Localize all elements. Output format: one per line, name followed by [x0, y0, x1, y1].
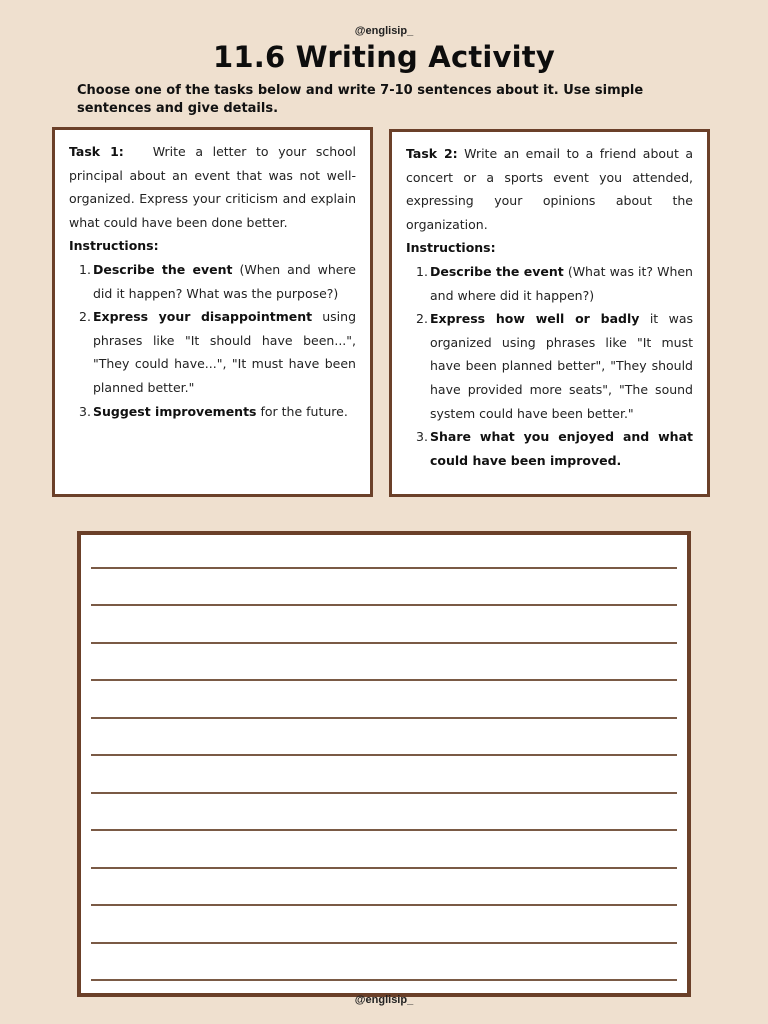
- writing-area[interactable]: [77, 531, 691, 997]
- task-2-step: [406, 260, 693, 307]
- task-2-step: [406, 425, 693, 472]
- task-1-box: [52, 127, 373, 497]
- footer-handle: @englisip_: [354, 994, 414, 1006]
- step-text: it was organized using phrases like "It must have been planned better", "They should have provided more seats", "The sound system could have been better.": [430, 311, 694, 421]
- header-handle: @englisip_: [354, 25, 414, 37]
- task-2-steps: [406, 260, 693, 472]
- task-1-label: Task 1:: [69, 144, 124, 159]
- step-bold: Suggest improvements: [93, 403, 257, 419]
- writing-line[interactable]: [91, 792, 677, 794]
- task-2-description: [406, 142, 693, 236]
- step-number: 3.: [416, 429, 428, 445]
- writing-line[interactable]: [91, 904, 677, 906]
- task-1-text: Write a letter to your school principal about an event that was not well-organized. Express your criticism and explain what could have been done better.: [69, 144, 356, 230]
- step-number: 1.: [79, 261, 91, 277]
- task-1-description: [69, 140, 356, 234]
- step-text: (When and where did it happen? What was the purpose?): [93, 261, 356, 301]
- writing-line[interactable]: [91, 942, 677, 944]
- step-text: for the future.: [256, 403, 348, 419]
- writing-line[interactable]: [91, 604, 677, 606]
- page-title: 11.6 Writing Activity: [213, 40, 555, 74]
- step-text: using phrases like "It should have been...", "They could have...", "It must have been planned better.": [93, 309, 356, 395]
- step-bold: Describe the event: [93, 261, 233, 277]
- writing-line[interactable]: [91, 642, 677, 644]
- task-2-step: [406, 307, 693, 425]
- step-text: (What was it? When and where did it happen?): [430, 263, 693, 303]
- writing-line[interactable]: [91, 567, 677, 569]
- writing-line[interactable]: [91, 717, 677, 719]
- task-1-steps: [69, 258, 356, 423]
- step-bold: Express your disappointment: [93, 309, 313, 325]
- step-bold: Share what you enjoyed and what could have been improved.: [430, 429, 693, 468]
- task-1-step: [69, 258, 356, 305]
- task-2-instructions-heading: Instructions:: [406, 240, 496, 256]
- task-1-step: [69, 400, 356, 424]
- step-number: 3.: [79, 403, 91, 419]
- step-number: 1.: [416, 263, 428, 279]
- task-1-instructions-heading: Instructions:: [69, 238, 159, 254]
- task-1-step: [69, 305, 356, 399]
- task-2-box: [389, 129, 710, 497]
- task-2-label: Task 2:: [406, 146, 458, 161]
- step-number: 2.: [416, 311, 428, 327]
- task-2-text: Write an email to a friend about a concert or a sports event you attended, expressing your opinions about the organization.: [406, 146, 693, 232]
- writing-line[interactable]: [91, 679, 677, 681]
- step-number: 2.: [79, 309, 91, 325]
- writing-line[interactable]: [91, 979, 677, 981]
- step-bold: Express how well or badly: [430, 311, 640, 327]
- step-bold: Describe the event: [430, 263, 564, 279]
- writing-line[interactable]: [91, 829, 677, 831]
- intro-instructions: Choose one of the tasks below and write 7-10 sentences about it. Use simple sentences and give details.: [77, 83, 644, 116]
- writing-line[interactable]: [91, 754, 677, 756]
- writing-line[interactable]: [91, 867, 677, 869]
